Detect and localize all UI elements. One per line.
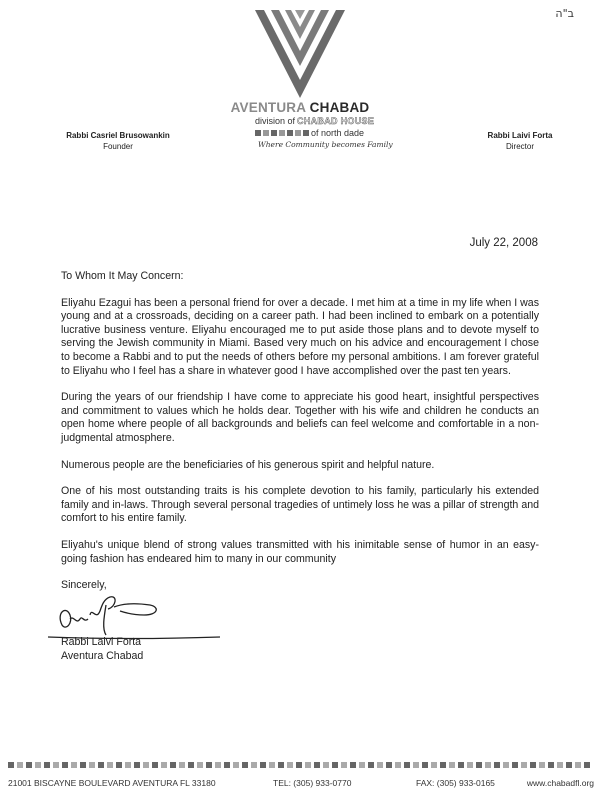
footer-website: www.chabadfl.org	[526, 778, 594, 788]
chabad-logo-icon	[255, 10, 345, 100]
footer-tel: TEL: (305) 933-0770	[273, 778, 352, 788]
footer-decorative-squares	[8, 762, 590, 768]
division-prefix: division of	[255, 116, 296, 126]
footer-square	[530, 762, 536, 768]
founder-name: Rabbi Casriel Brusowankin	[66, 131, 170, 140]
footer-square	[251, 762, 257, 768]
footer-square	[134, 762, 140, 768]
footer-square	[431, 762, 437, 768]
footer-square	[17, 762, 23, 768]
footer-square	[548, 762, 554, 768]
paragraph-2: During the years of our friendship I have come to appreciate his good heart, insightful perspectives and commitment to values which he holds dear. Together with his wife and children he conducts an open home where people of all backgrounds and beliefs can feel welcome and comfortable in a non-judgmental atmosphere.	[61, 391, 539, 444]
paragraph-1: Eliyahu Ezagui has been a personal friend for over a decade. I met him at a time in my life when I was young and at a crossroads, deciding on a career path. I had been inclined to embark on a potentially lucrative business venture. Eliyahu encouraged me to put aside those plans and to devote myself to serving the Jewish community in Miami. Based very much on his advice and encouragement I chose to become a Rabbi and to put the needs of others before my personal ambitions. I am forever grateful to Eliyahu who I feel has a share in whatever good I have accomplished over the past ten years.	[61, 296, 539, 377]
footer-square	[278, 762, 284, 768]
division-suffix: of north dade	[311, 128, 365, 138]
signer-block	[61, 636, 143, 663]
footer-square	[179, 762, 185, 768]
director-title: Director	[505, 142, 534, 151]
footer-square	[305, 762, 311, 768]
org-name	[215, 100, 385, 115]
footer-square	[269, 762, 275, 768]
footer-square	[422, 762, 428, 768]
footer-square	[584, 762, 590, 768]
paragraph-5: Eliyahu's unique blend of strong values transmitted with his inimitable sense of humor in an easy-going fashion has endeared him to many in our community	[61, 538, 539, 565]
footer-square	[413, 762, 419, 768]
footer-square	[233, 762, 239, 768]
signer-org: Aventura Chabad	[61, 649, 144, 662]
footer-square	[350, 762, 356, 768]
footer-square	[575, 762, 581, 768]
footer-square	[341, 762, 347, 768]
salutation: To Whom It May Concern:	[61, 270, 184, 282]
footer-square	[386, 762, 392, 768]
footer-square	[206, 762, 212, 768]
decorative-squares	[255, 130, 309, 136]
footer-square	[125, 762, 131, 768]
footer-square	[566, 762, 572, 768]
letter-date: July 22, 2008	[469, 237, 538, 249]
footer-square	[35, 762, 41, 768]
org-name-part1: AVENTURA	[230, 100, 310, 115]
footer-square	[404, 762, 410, 768]
footer-square	[476, 762, 482, 768]
footer-square	[26, 762, 32, 768]
footer-square	[377, 762, 383, 768]
footer-square	[314, 762, 320, 768]
footer-square	[71, 762, 77, 768]
footer-square	[449, 762, 455, 768]
footer-square	[80, 762, 86, 768]
footer-square	[242, 762, 248, 768]
footer-square	[323, 762, 329, 768]
footer-square	[296, 762, 302, 768]
footer-square	[539, 762, 545, 768]
footer-square	[98, 762, 104, 768]
footer-square	[161, 762, 167, 768]
footer-square	[368, 762, 374, 768]
footer-square	[467, 762, 473, 768]
footer-square	[521, 762, 527, 768]
footer-square	[143, 762, 149, 768]
letter-body	[61, 270, 539, 606]
founder-block	[48, 130, 188, 152]
footer-square	[89, 762, 95, 768]
closing: Sincerely,	[61, 579, 107, 592]
division-org: CHABAD HOUSE	[297, 116, 375, 126]
footer-square	[188, 762, 194, 768]
footer-square	[359, 762, 365, 768]
footer-square	[395, 762, 401, 768]
bh-mark: ב"ה	[555, 7, 574, 20]
founder-title: Founder	[103, 142, 133, 151]
footer-square	[170, 762, 176, 768]
footer-square	[494, 762, 500, 768]
footer-square	[260, 762, 266, 768]
footer-square	[8, 762, 14, 768]
footer-square	[440, 762, 446, 768]
footer-square	[116, 762, 122, 768]
signer-name: Rabbi Laivi Forta	[61, 636, 142, 648]
footer-square	[287, 762, 293, 768]
paragraph-3: Numerous people are the beneficiaries of his generous spirit and helpful nature.	[61, 458, 435, 471]
footer-square	[332, 762, 338, 768]
footer-square	[503, 762, 509, 768]
footer-square	[215, 762, 221, 768]
footer-square	[197, 762, 203, 768]
footer-square	[458, 762, 464, 768]
footer-square	[53, 762, 59, 768]
division-block	[255, 116, 374, 138]
footer-square	[107, 762, 113, 768]
footer-fax: FAX: (305) 933-0165	[416, 778, 495, 788]
footer-address: 21001 BISCAYNE BOULEVARD AVENTURA FL 33180	[8, 778, 216, 788]
org-name-part2: CHABAD	[309, 100, 370, 115]
footer-square	[224, 762, 230, 768]
footer-square	[44, 762, 50, 768]
footer-square	[62, 762, 68, 768]
footer-square	[152, 762, 158, 768]
footer-square	[512, 762, 518, 768]
paragraph-4: One of his most outstanding traits is his complete devotion to his family, particularly his extended family and in-laws. Through several personal tragedies of untimely loss he was a pillar of strength and comfort to his entire family.	[61, 485, 539, 525]
footer-square	[485, 762, 491, 768]
footer-square	[557, 762, 563, 768]
director-name: Rabbi Laivi Forta	[487, 131, 553, 140]
director-block	[465, 130, 575, 152]
tagline: Where Community becomes Family	[258, 140, 393, 149]
